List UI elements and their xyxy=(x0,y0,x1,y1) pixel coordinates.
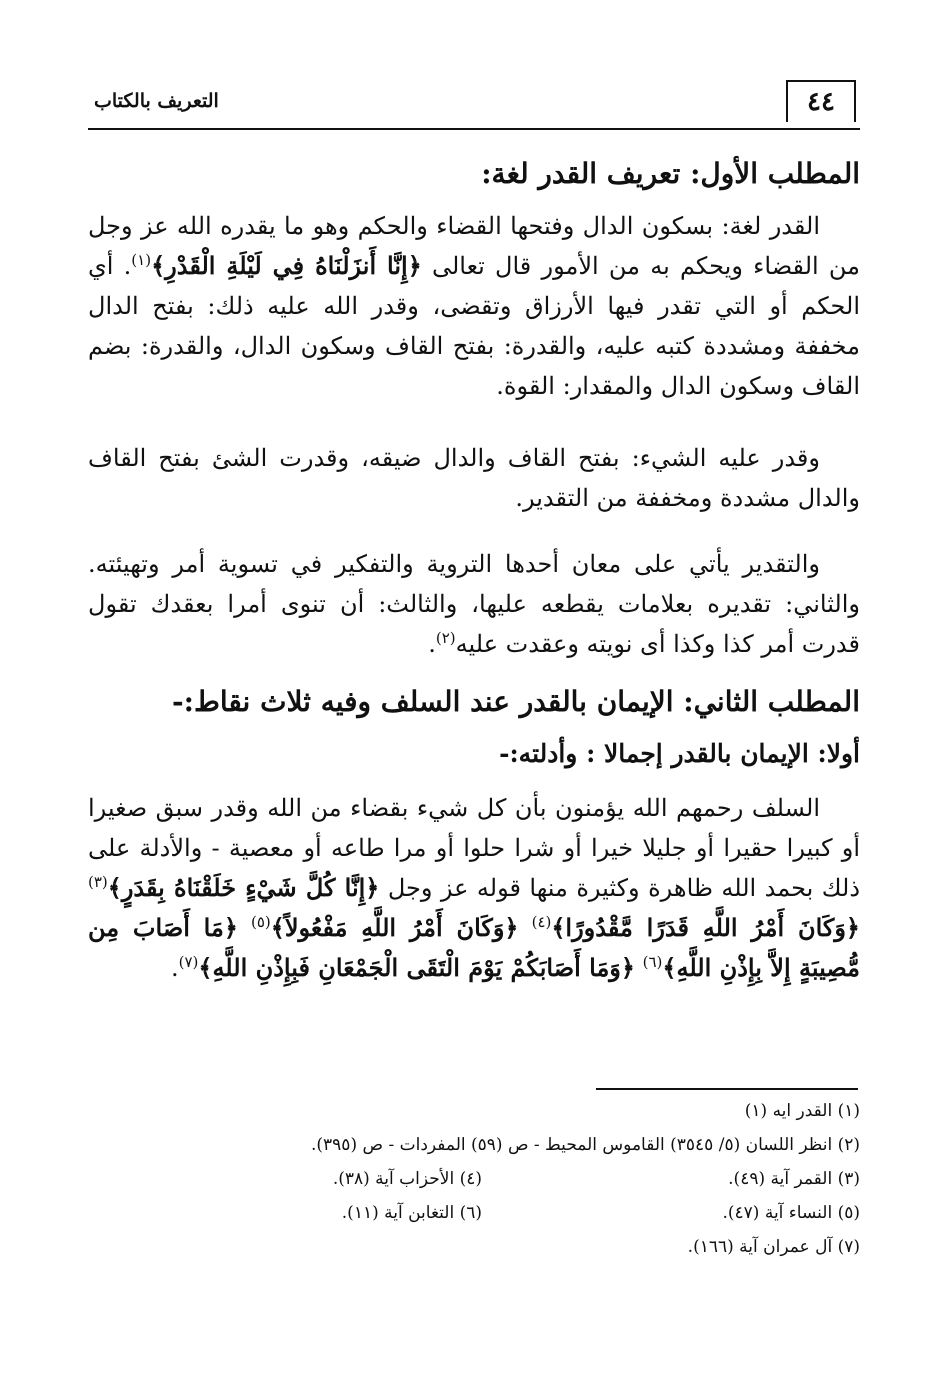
footnote-7: (٧) آل عمران آية (١٦٦). xyxy=(687,1237,860,1257)
footnote-4: (٤) الأحزاب آية (٣٨). xyxy=(332,1169,482,1189)
footnote-ref: (٥) xyxy=(251,913,271,931)
footnote-ref: (٧) xyxy=(178,953,199,971)
quran-verse: ﴿إِنَّا كُلَّ شَيْءٍ خَلَقْنَاهُ بِقَدَرٍ﴾ xyxy=(107,873,380,902)
quran-verse: ﴿وَكَانَ أَمْرُ اللَّهِ مَفْعُولاً﴾ xyxy=(270,913,519,942)
quran-verse: ﴿وَكَانَ أَمْرُ اللَّهِ قَدَرًا مَّقْدُورًا﴾ xyxy=(551,913,860,942)
page-number: ٤٤ xyxy=(786,80,856,122)
subsection-heading: أولا: الإيمان بالقدر إجمالا : وأدلته:- xyxy=(499,739,860,768)
section-heading-2: المطلب الثاني: الإيمان بالقدر عند السلف وفيه ثلاث نقاط:- xyxy=(172,685,860,718)
running-header xyxy=(88,88,860,130)
footnote-ref: (٤) xyxy=(531,913,552,931)
paragraph-text: . xyxy=(170,954,179,982)
section-heading-1: المطلب الأول: تعريف القدر لغة: xyxy=(481,157,860,190)
footnote-ref: (٢) xyxy=(435,629,456,647)
footnote-ref: (١) xyxy=(131,251,152,269)
footnote-2: (٢) انظر اللسان (٥/ ٣٥٤٥) القاموس المحيط - ص (٥٩) المفردات - ص (٣٩٥). xyxy=(311,1135,860,1155)
paragraph-text: السلف رحمهم الله يؤمنون بأن كل شيء بقضاء من الله وقدر سبق صغيرا أو كبيرا حقيرا أو جليلا خيرا أو شرا حلوا أو مرا طاعه أو معصية - والأدلة على ذلك بحمد الله ظاهرة وكثيرة منها قوله عز وجل xyxy=(88,794,861,902)
footnote-1: (١) القدر ايه (١) xyxy=(744,1101,860,1121)
paragraph-text: . xyxy=(428,630,436,658)
paragraph-qadar-alayh: وقدر عليه الشيء: بفتح القاف والدال ضيقه، وقدرت الشئ بفتح القاف والدال مشددة ومخففة من التقدير. xyxy=(88,444,860,512)
paragraph-taqdir-meanings xyxy=(88,544,860,664)
running-title: التعريف بالكتاب xyxy=(94,90,219,112)
paragraph-text: القدر لغة: بسكون الدال وفتحها القضاء والحكم وهو ما يقدره الله عز وجل من القضاء ويحكم به من الأمور قال تعالى xyxy=(88,212,861,280)
footnote-ref: (٦) xyxy=(642,953,663,971)
quran-verse: ﴿وَمَا أَصَابَكُمْ يَوْمَ الْتَقَى الْجَمْعَانِ فَبِإِذْنِ اللَّهِ﴾ xyxy=(198,953,635,982)
quran-verse: ﴿مَا أَصَابَ مِن مُّصِيبَةٍ إِلاَّ بِإِذْنِ اللَّهِ﴾ xyxy=(88,913,860,982)
footnote-ref: (٣) xyxy=(88,873,108,891)
paragraph-salaf-belief xyxy=(88,788,860,988)
paragraph-text: والتقدير يأتي على معان أحدها التروية والتفكير في تسوية أمر وتهيئته. والثاني: تقديره بعلامات يقطعه عليها، والثالث: أن تنوى أمرا بعقدك تقول قدرت أمر كذا وكذا أى نويته وعقدت عليه xyxy=(88,550,860,658)
paragraph-text: . أي الحكم أو التي تقدر فيها الأرزاق وتقضى، وقدر الله عليه ذلك: بفتح الدال مخففة ومشددة كتبه عليه، والقدرة: بفتح القاف وسكون الدال، والقدرة: بضم القاف وسكون الدال والمقدار: القوة. xyxy=(88,252,860,400)
paragraph-lexical-definition xyxy=(88,206,860,406)
footnote-3: (٣) القمر آية (٤٩). xyxy=(728,1169,860,1189)
footnote-6: (٦) التغابن آية (١١). xyxy=(341,1203,482,1223)
quran-verse: ﴿إِنَّا أَنزَلْنَاهُ فِي لَيْلَةِ الْقَدْرِ﴾ xyxy=(151,251,422,280)
footnote-5: (٥) النساء آية (٤٧). xyxy=(722,1203,860,1223)
footnote-divider xyxy=(596,1088,858,1090)
